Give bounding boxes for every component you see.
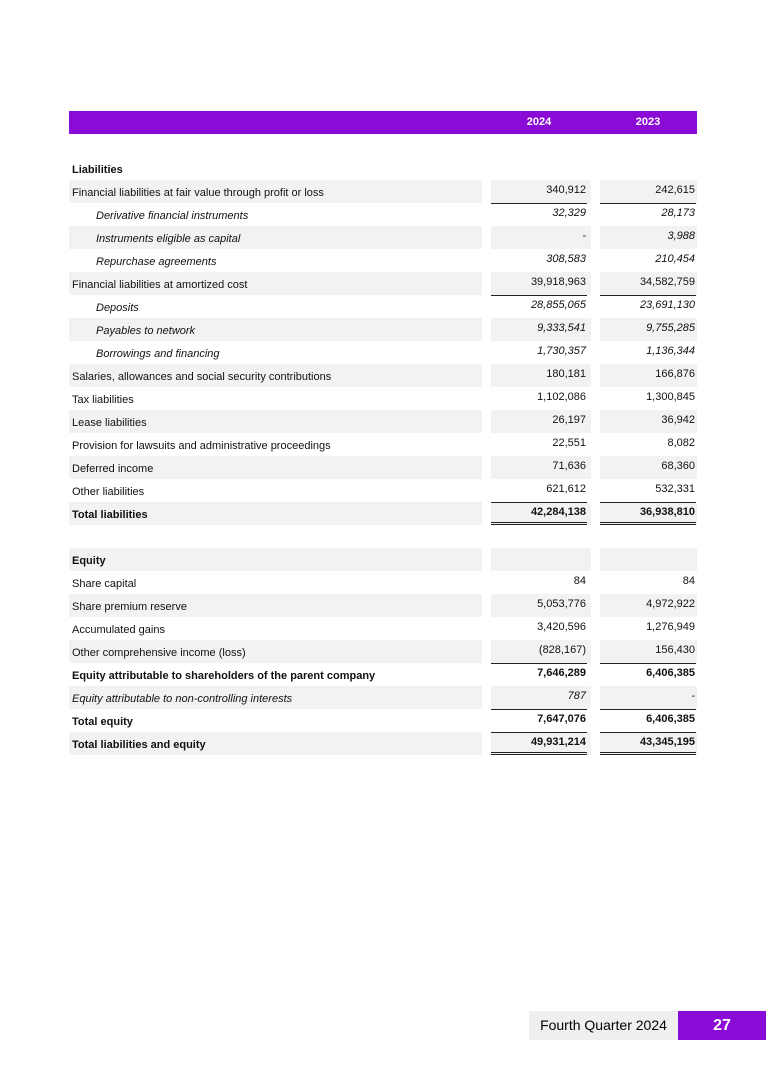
row-label: Share premium reserve: [72, 601, 187, 613]
row-label: Lease liabilities: [72, 417, 147, 429]
row-label: Share capital: [72, 578, 137, 590]
value-2024: 180,181: [546, 368, 586, 380]
row-label: Tax liabilities: [72, 394, 134, 406]
value-2024: 621,612: [546, 483, 586, 495]
value-2023: 28,173: [661, 207, 695, 219]
value-2024: 84: [573, 575, 586, 587]
page-footer: [529, 1011, 766, 1040]
value-2024: -: [582, 230, 586, 242]
value-2024: 340,912: [546, 184, 586, 196]
row-label: Deposits: [96, 302, 139, 314]
table-row: [69, 686, 697, 709]
value-2023: 36,938,810: [639, 506, 695, 518]
total-equity-row: [69, 709, 697, 732]
total-liabilities-equity-row: [69, 732, 697, 755]
table-row: [69, 479, 697, 502]
column-header-2023: 2023: [635, 116, 661, 128]
row-label: Total equity: [72, 716, 133, 728]
table-row: [69, 410, 697, 433]
row-label: Total liabilities: [72, 509, 148, 521]
column-header-2024: 2024: [526, 116, 552, 128]
value-2024: 49,931,214: [530, 736, 586, 748]
value-2023: 242,615: [655, 184, 695, 196]
table-row: [69, 272, 697, 295]
row-label: Other liabilities: [72, 486, 145, 498]
equity-parent-row: [69, 663, 697, 686]
value-2023: 68,360: [661, 460, 695, 472]
row-label: Provision for lawsuits and administrative proceedings: [72, 440, 331, 452]
table-row: [69, 295, 697, 318]
value-2024: (828,167): [538, 644, 586, 656]
section-title: Liabilities: [72, 164, 123, 176]
value-2024: 9,333,541: [537, 322, 586, 334]
row-label: Repurchase agreements: [96, 256, 217, 268]
value-2023: 6,406,385: [646, 667, 695, 679]
row-label: Borrowings and financing: [96, 348, 220, 360]
row-label: Derivative financial instruments: [96, 210, 249, 222]
value-2024: 5,053,776: [537, 598, 586, 610]
row-label: Deferred income: [72, 463, 154, 475]
table-row: [69, 341, 697, 364]
value-2024: 71,636: [552, 460, 586, 472]
value-2024: 3,420,596: [537, 621, 586, 633]
table-row: [69, 203, 697, 226]
balance-sheet-table: [69, 111, 697, 755]
row-label: Equity attributable to non-controlling interests: [72, 693, 293, 705]
value-2023: 166,876: [655, 368, 695, 380]
value-2024: 7,647,076: [537, 713, 586, 725]
total-liabilities-row: [69, 502, 697, 525]
table-row: [69, 180, 697, 203]
report-period-label: Fourth Quarter 2024: [529, 1011, 678, 1040]
value-2024: 1,730,357: [537, 345, 586, 357]
row-label: Equity attributable to shareholders of the parent company: [72, 670, 376, 682]
value-2023: 1,136,344: [646, 345, 695, 357]
value-2024: 308,583: [546, 253, 586, 265]
row-label: Financial liabilities at amortized cost: [72, 279, 248, 291]
equity-section-heading: [69, 548, 697, 571]
value-2024: 787: [567, 690, 586, 702]
value-2023: 23,691,130: [639, 299, 695, 311]
value-2023: 4,972,922: [646, 598, 695, 610]
table-row: [69, 594, 697, 617]
value-2023: -: [691, 690, 695, 702]
table-row: [69, 318, 697, 341]
table-row: [69, 226, 697, 249]
value-2024: 22,551: [552, 437, 586, 449]
value-2024: 39,918,963: [530, 276, 586, 288]
value-2023: 36,942: [661, 414, 695, 426]
value-2023: 6,406,385: [646, 713, 695, 725]
value-2024: 1,102,086: [537, 391, 586, 403]
section-title: Equity: [72, 555, 106, 567]
table-row: [69, 433, 697, 456]
value-2023: 210,454: [655, 253, 695, 265]
table-row: [69, 571, 697, 594]
row-label: Total liabilities and equity: [72, 739, 206, 751]
value-2023: 34,582,759: [639, 276, 695, 288]
value-2023: 84: [682, 575, 695, 587]
value-2023: 1,300,845: [646, 391, 695, 403]
value-2024: 28,855,065: [530, 299, 586, 311]
page-number: 27: [678, 1011, 766, 1040]
value-2024: 42,284,138: [530, 506, 586, 518]
table-row: [69, 249, 697, 272]
row-label: Other comprehensive income (loss): [72, 647, 246, 659]
value-2023: 43,345,195: [639, 736, 695, 748]
table-row: [69, 456, 697, 479]
value-2024: 26,197: [552, 414, 586, 426]
table-row: [69, 387, 697, 410]
value-2024: 32,329: [552, 207, 586, 219]
row-label: Accumulated gains: [72, 624, 165, 636]
table-row: [69, 617, 697, 640]
table-row: [69, 364, 697, 387]
value-2023: 156,430: [655, 644, 695, 656]
row-label: Financial liabilities at fair value through profit or loss: [72, 187, 324, 199]
table-header: [69, 111, 697, 134]
value-2023: 1,276,949: [646, 621, 695, 633]
value-2024: 7,646,289: [537, 667, 586, 679]
row-label: Salaries, allowances and social security contributions: [72, 371, 332, 383]
value-2023: 9,755,285: [646, 322, 695, 334]
value-2023: 532,331: [655, 483, 695, 495]
value-2023: 3,988: [667, 230, 695, 242]
row-label: Payables to network: [96, 325, 196, 337]
table-row: [69, 640, 697, 663]
value-2023: 8,082: [667, 437, 695, 449]
row-label: Instruments eligible as capital: [96, 233, 241, 245]
liabilities-section-heading: [69, 157, 697, 180]
